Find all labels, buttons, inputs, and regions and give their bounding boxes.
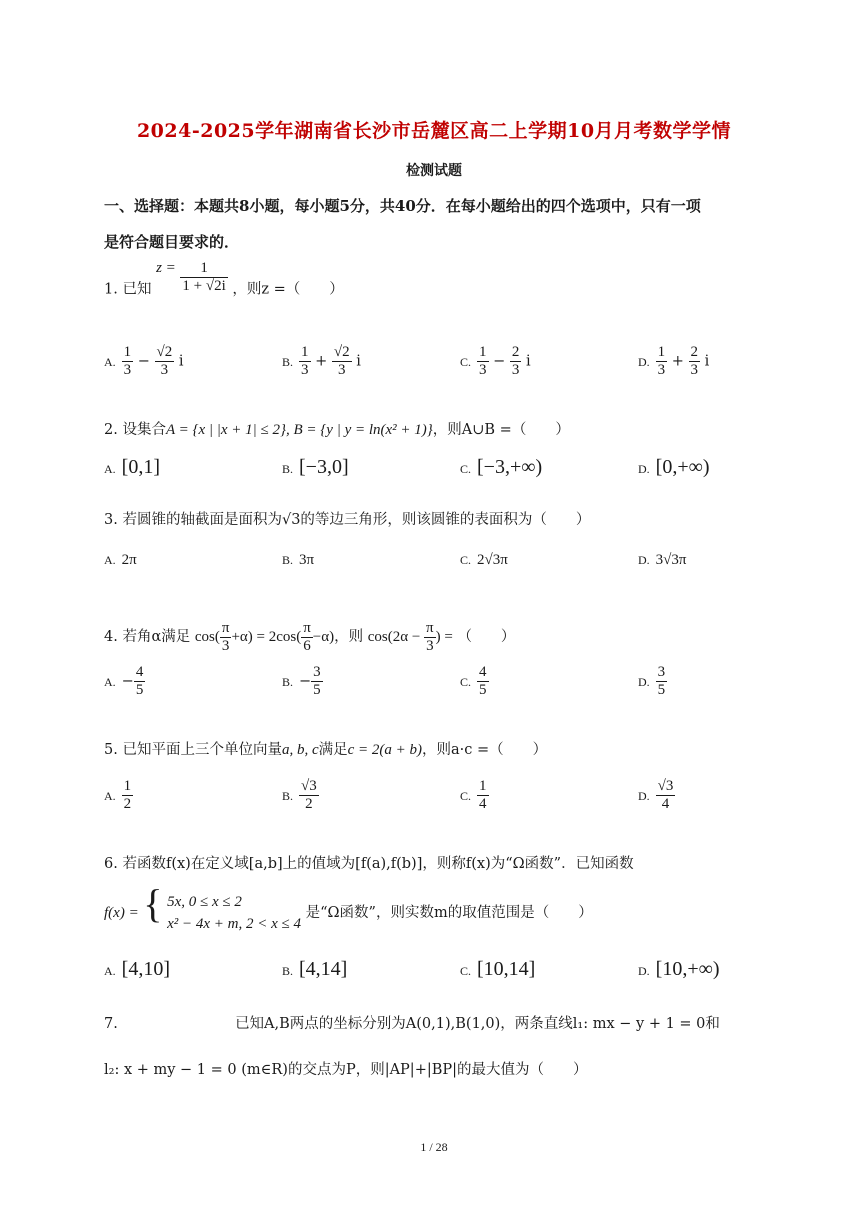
formula-cos-condition: cos( $\frac{\pi}{3}$ +α) = 2cos( $\frac{\pi}{6}$ −α) (194, 620, 335, 654)
page-subtitle: 检测试题 (406, 163, 462, 179)
option-b: B. [4,14] (282, 958, 348, 980)
option-a: A. 2π (104, 552, 137, 568)
question-3: 3. 若圆锥的轴截面是面积为√3的等边三角形，则该圆锥的表面积为（ ） (104, 512, 591, 528)
option-a: A. [0,1] (104, 456, 160, 478)
question-1: 1. 已知 z = $\frac{1}{1 + √2i}$ ，则z =（ ） (104, 259, 344, 298)
page-title: 2024-2025学年湖南省长沙市岳麓区高二上学期10月月考数学学情 (136, 120, 732, 142)
page-number: 1 / 28 (420, 1140, 448, 1154)
option-a: A. − $\frac{4}{5}$ (104, 664, 144, 698)
question-5: 5. 已知平面上三个单位向量a, b, c满足c = 2(a + b)，则a·c =（ ） (104, 742, 548, 758)
question-text: 已知 (122, 281, 152, 298)
formula-cos-target: cos(2α − $\frac{\pi}{3}$ ) = (367, 620, 453, 654)
question-number: 1. (104, 281, 118, 298)
option-d: D. [10,+∞) (638, 958, 720, 980)
formula-vectors: a, b, c (281, 742, 319, 758)
section-heading-line2: 是符合题目要求的． (104, 233, 240, 251)
option-a: A. $\frac{1}{3}$ − $\frac{√2}{3}$ i (104, 344, 184, 378)
option-a: A. [4,10] (104, 958, 170, 980)
option-c: C. $\frac{4}{5}$ (460, 664, 487, 698)
option-b: B. 3π (282, 552, 315, 568)
question-6-piecewise: f(x) = { 5x, 0 ≤ x ≤ 2 x² − 4x + m, 2 < x ≤ 4 是“Ω函数”，则实数m的取值范围是（ ） (104, 881, 593, 932)
option-b: B. $\frac{√3}{2}$ (282, 778, 317, 812)
question-7: 7. 已知A,B两点的坐标分别为A(0,1),B(1,0)，两条直线l₁: mx − y + 1 = 0和 (104, 1016, 720, 1032)
option-b: B. − $\frac{3}{5}$ (282, 664, 321, 698)
formula-vector-relation: c = 2(a + b) (347, 742, 423, 758)
question-4: 4. 若角α满足 cos( $\frac{\pi}{3}$ +α) = 2cos( $\frac{\pi}{6}$ −α)，则 cos(2α − $\frac{\pi}{3}$ ) = （ ） (104, 620, 516, 654)
question-6: 6. 若函数f(x)在定义域[a,b]上的值域为[f(a),f(b)]，则称f(x)为“Ω函数”．已知函数 (104, 856, 634, 872)
question-7-line2: l₂: x + my − 1 = 0 (m∈R)的交点为P，则|AP|+|BP|的最大值为（ ） (104, 1062, 588, 1078)
option-c: C. 2√3π (460, 552, 508, 568)
option-a: A. $\frac{1}{2}$ (104, 778, 132, 812)
option-d: D. $\frac{3}{5}$ (638, 664, 666, 698)
formula-z: $\frac{1}{1 + √2i}$ (182, 260, 226, 294)
option-d: D. [0,+∞) (638, 456, 710, 478)
option-d: D. 3√3π (638, 552, 687, 568)
option-c: C. [10,14] (460, 958, 536, 980)
option-c: C. $\frac{1}{3}$ − $\frac{2}{3}$ i (460, 344, 531, 378)
option-c: C. $\frac{1}{4}$ (460, 778, 487, 812)
option-d: D. $\frac{1}{3}$ + $\frac{2}{3}$ i (638, 344, 710, 378)
question-2: 2. 设集合A = {x | |x + 1| ≤ 2}, B = {y | y = ln(x² + 1)}，则A∪B =（ ） (104, 422, 570, 438)
question-text-end: ，则z =（ ） (232, 281, 344, 298)
option-b: B. $\frac{1}{3}$ + $\frac{√2}{3}$ i (282, 344, 361, 378)
formula-sets: A = {x | |x + 1| ≤ 2}, B = {y | y = ln(x² + 1)} (165, 422, 433, 438)
option-d: D. $\frac{√3}{4}$ (638, 778, 674, 812)
section-heading-line1: 一、选择题：本题共8小题，每小题5分，共40分．在每小题给出的四个选项中，只有一项 (104, 197, 701, 215)
option-b: B. [−3,0] (282, 456, 349, 478)
option-c: C. [−3,+∞) (460, 456, 543, 478)
